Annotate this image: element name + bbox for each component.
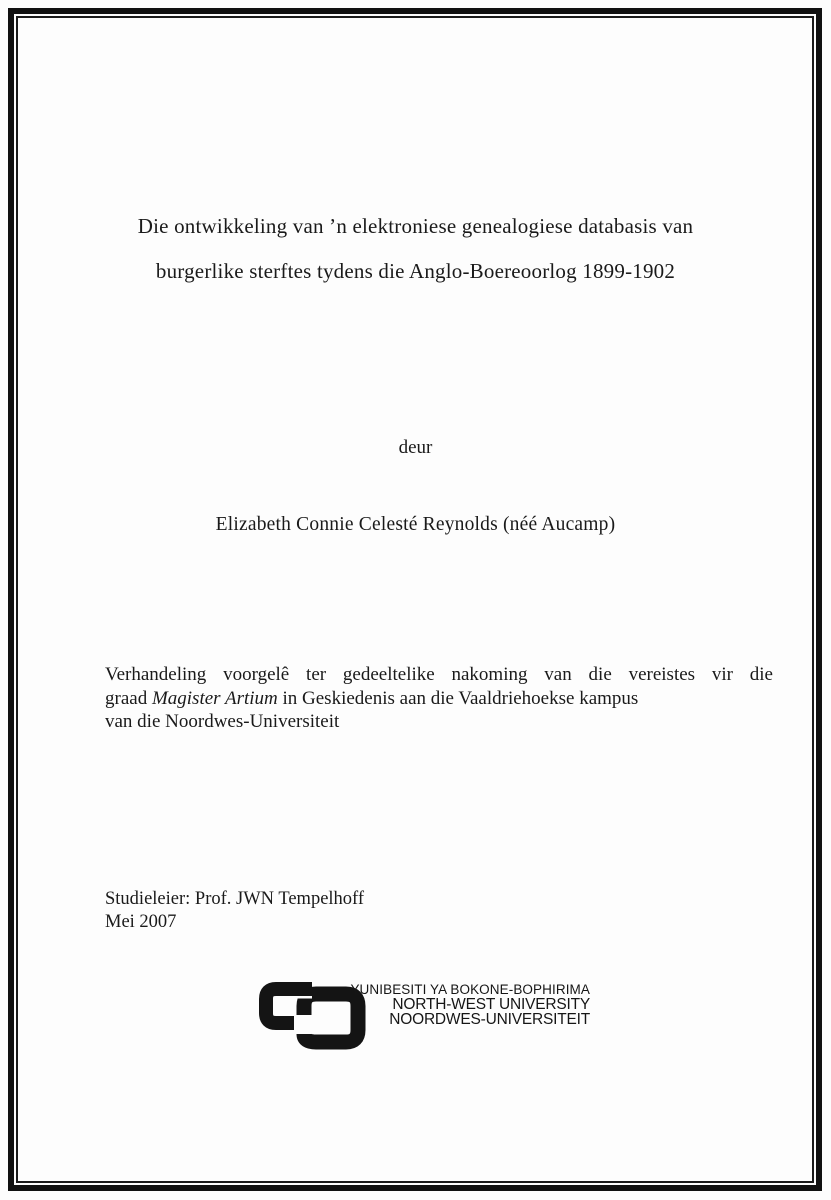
- submission-statement: [105, 663, 773, 734]
- submission-line3: van die Noordwes-Universiteit: [105, 711, 340, 732]
- supervisor-and-date: [105, 888, 364, 934]
- submission-line2: [105, 687, 773, 711]
- university-name-setswana: YUNIBESITI YA BOKONE-BOPHIRIMA: [350, 982, 590, 997]
- author-name: Elizabeth Connie Celesté Reynolds (néé Aucamp): [215, 514, 616, 535]
- degree-name: Magister Artium: [151, 687, 278, 709]
- date-line: Mei 2007: [105, 912, 177, 932]
- submission-line1: Verhandeling voorgelê ter gedeeltelike nakoming van die vereistes vir die: [105, 664, 773, 685]
- byline-label: deur: [398, 437, 433, 458]
- university-name-english: NORTH-WEST UNIVERSITY: [392, 996, 590, 1013]
- university-name-afrikaans: NOORDWES-UNIVERSITEIT: [389, 1011, 590, 1028]
- thesis-title-line2: burgerlike sterftes tydens die Anglo-Boereoorlog 1899-1902: [155, 259, 676, 283]
- university-logo-text: [340, 982, 590, 1027]
- supervisor-line: Studieleier: Prof. JWN Tempelhoff: [105, 889, 365, 909]
- thesis-title: [18, 204, 813, 294]
- page-content: [18, 18, 813, 1182]
- submission-line2-pre: graad: [105, 687, 152, 709]
- submission-line2-post: in Geskiedenis aan die Vaaldriehoekse kampus: [277, 687, 639, 709]
- thesis-title-line1: Die ontwikkeling van ’n elektroniese genealogiese databasis van: [137, 214, 694, 238]
